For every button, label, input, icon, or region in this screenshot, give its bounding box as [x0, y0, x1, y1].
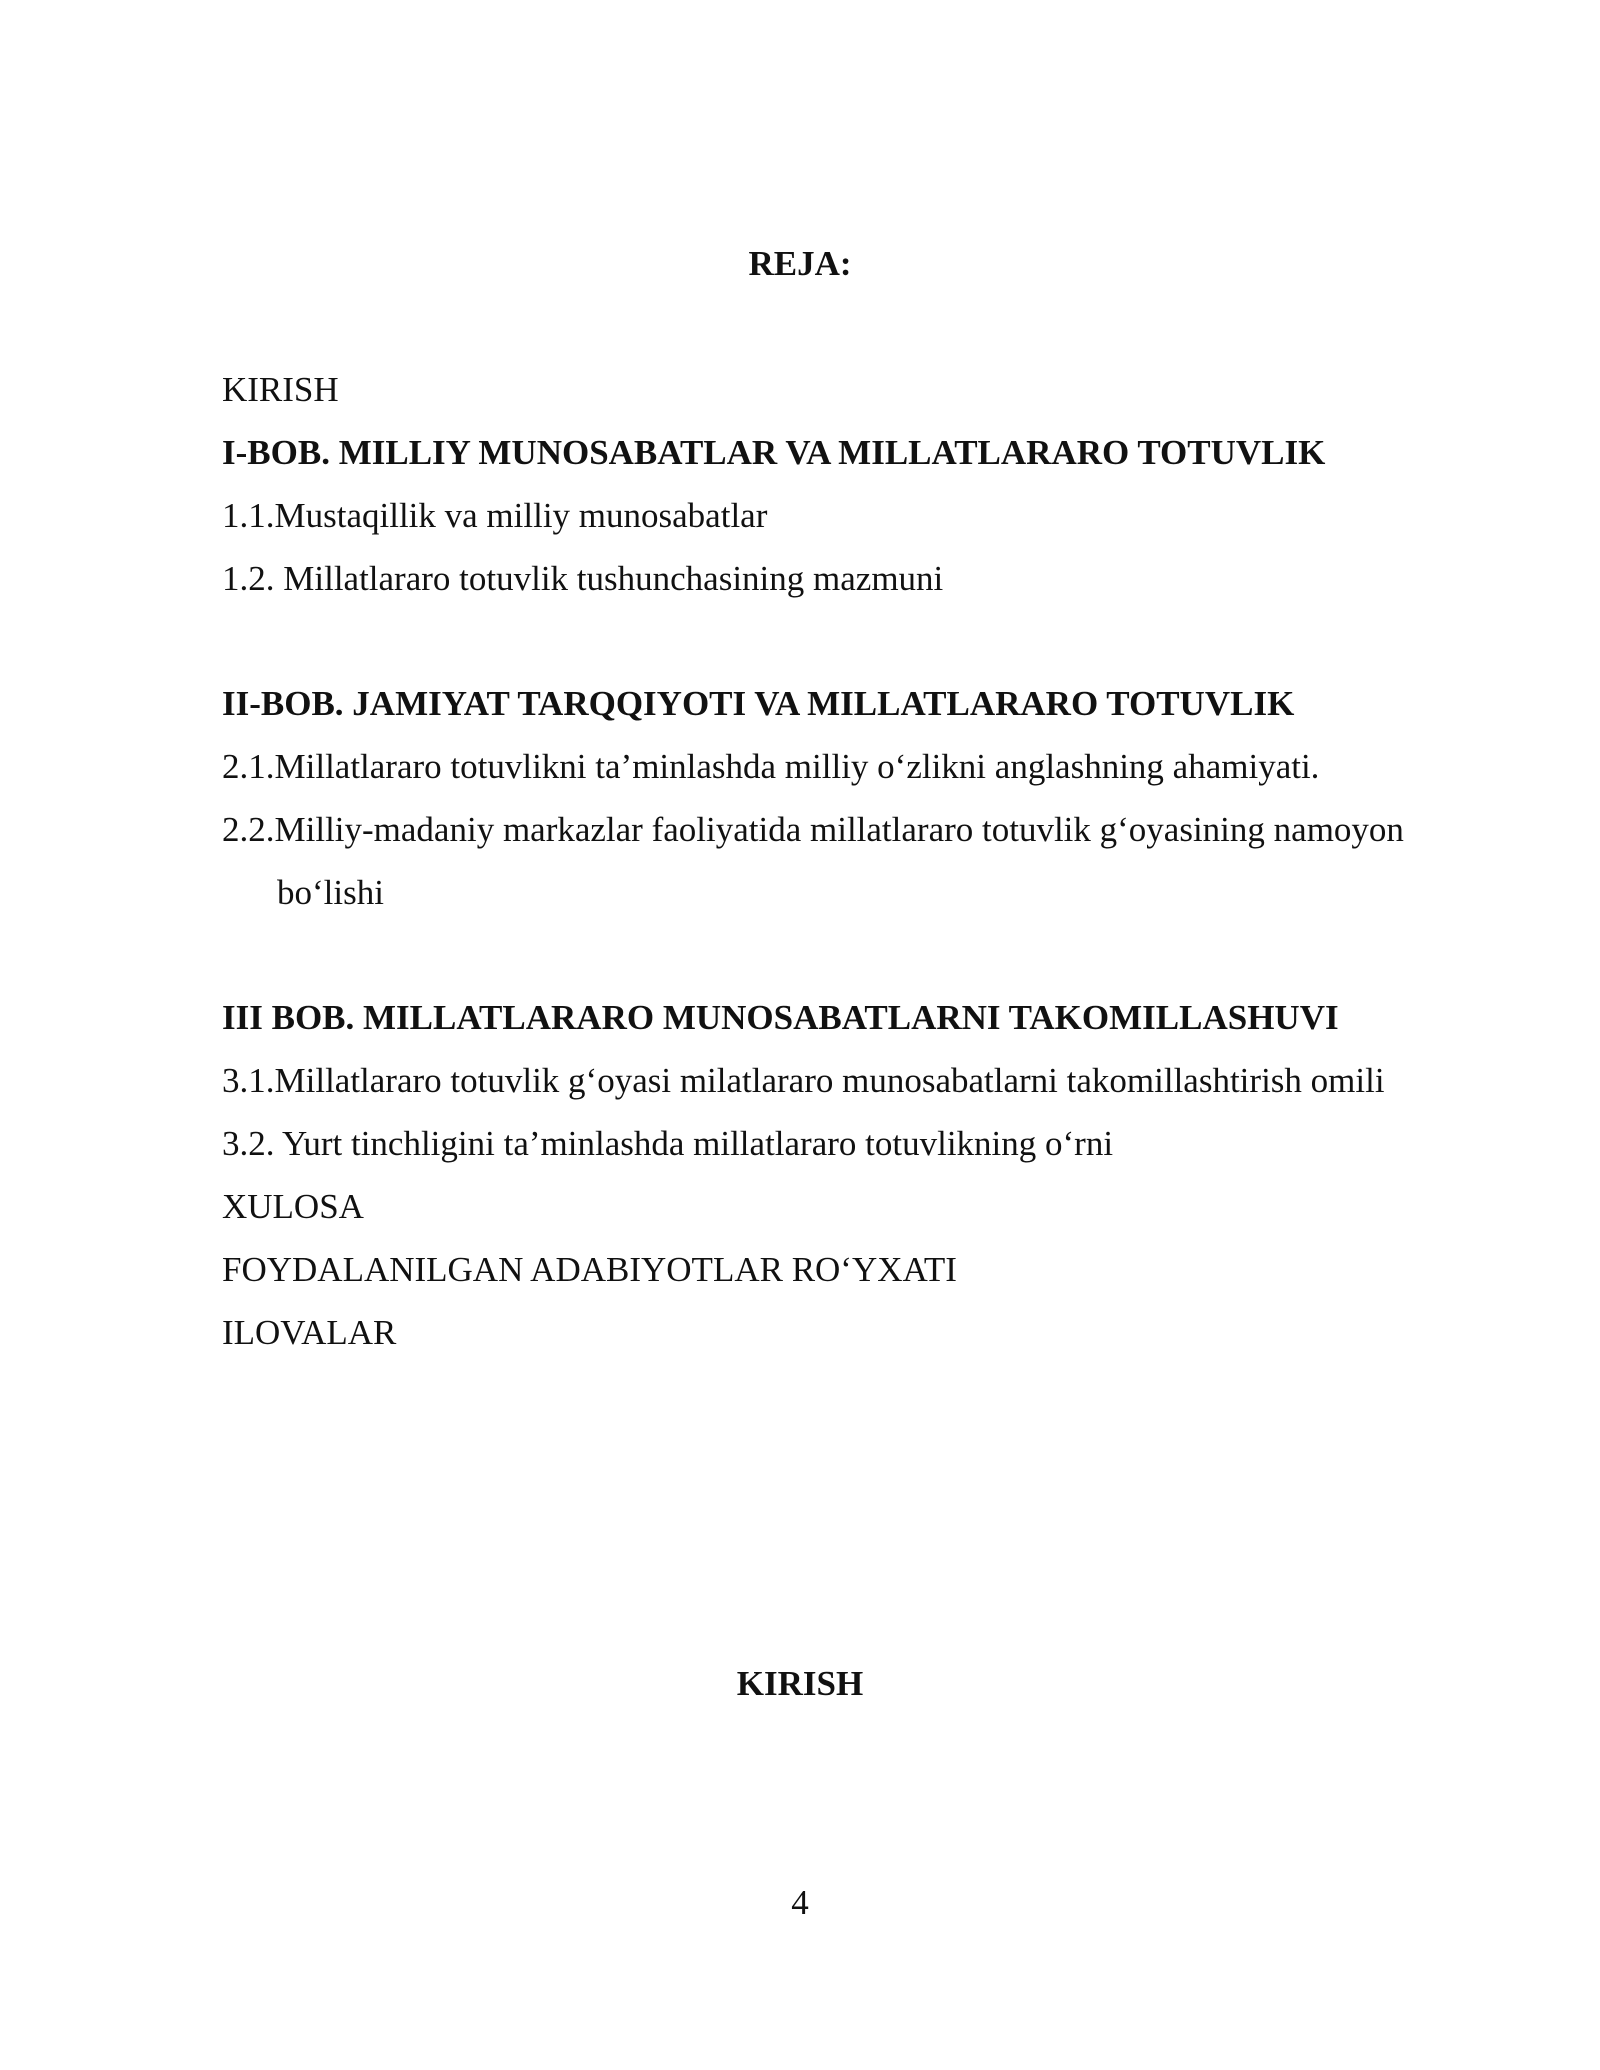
- chapter1-item-1: 1.1.Mustaqillik va milliy munosabatlar: [222, 496, 768, 535]
- chapter2-heading: II-BOB. JAMIYAT TARQQIYOTI VA MILLATLARARO TOTUVLIK: [222, 684, 1295, 723]
- chapter3-heading: III BOB. MILLATLARARO MUNOSABATLARNI TAKOMILLASHUVI: [222, 998, 1339, 1037]
- chapter3-item-1: 3.1.Millatlararo totuvlik g‘oyasi milatlararo munosabatlarni takomillashtirish omili: [222, 1061, 1385, 1100]
- chapter1-item-2: 1.2. Millatlararo totuvlik tushunchasining mazmuni: [222, 559, 944, 598]
- chapter1-heading: I-BOB. MILLIY MUNOSABATLAR VA MILLATLARARO TOTUVLIK: [222, 433, 1326, 472]
- chapter2-item-2: 2.2.Milliy-madaniy markazlar faoliyatida millatlararo totuvlik g‘oyasining namoyon: [222, 810, 1404, 849]
- section-heading: KIRISH: [736, 1664, 864, 1703]
- toc-appendices: ILOVALAR: [222, 1313, 397, 1352]
- plan-title: REJA:: [748, 244, 852, 283]
- page-number: 4: [791, 1883, 809, 1922]
- chapter2-item-1: 2.1.Millatlararo totuvlikni ta’minlashda milliy o‘zlikni anglashning ahamiyati.: [222, 747, 1320, 786]
- chapter2-item-2-continued: bo‘lishi: [277, 873, 384, 912]
- toc-intro: KIRISH: [222, 370, 339, 409]
- chapter3-item-2: 3.2. Yurt tinchligini ta’minlashda millatlararo totuvlikning o‘rni: [222, 1124, 1114, 1163]
- toc-conclusion: XULOSA: [222, 1187, 364, 1226]
- toc-references: FOYDALANILGAN ADABIYOTLAR RO‘YXATI: [222, 1250, 957, 1289]
